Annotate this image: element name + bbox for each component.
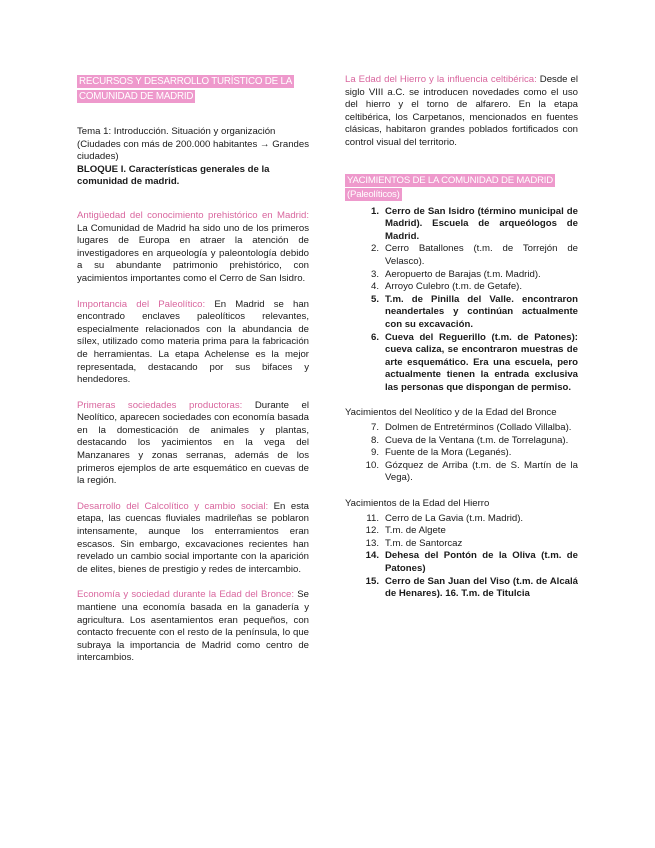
iron-sites-list — [345, 513, 578, 601]
list-item: 2. Cerro Batallones (t.m. de Torrejón de Velasco). — [370, 243, 578, 267]
right-column — [345, 74, 578, 614]
section-body: La Comunidad de Madrid ha sido uno de los primeros lugares de Europa en atraer la atención de investigadores en arqueología y paleontología debido a su abundante patrimonio prehistórico, con yacimientos importantes como el Cerro de San Isidro. — [77, 222, 309, 284]
list-item: 11. Cerro de La Gavia (t.m. Madrid). — [366, 512, 524, 524]
section-prehistoric-knowledge — [77, 210, 309, 286]
list-item: 10. Gózquez de Arriba (t.m. de S. Martín de la Vega). — [365, 459, 578, 484]
iron-sites-heading: Yacimientos de la Edad del Hierro — [345, 498, 490, 510]
topic-line: Tema 1: Introducción. Situación y organización (Ciudades con más de 200.000 habitantes → Grandes ciudades) — [77, 126, 309, 163]
list-item: 9. Fuente de la Mora (Leganés). — [370, 447, 512, 459]
list-item: 3. Aeropuerto de Barajas (t.m. Madrid). — [370, 268, 541, 280]
paleolithic-sites-list — [345, 206, 578, 395]
section-heading: Importancia del Paleolítico: — [77, 298, 206, 310]
list-item: 6. Cueva del Reguerillo (t.m. de Patones): cueva caliza, se encontraron muestras de arte esquemático. Era una escuela, pero actualmente tienen la entrada exclusiva las personas que dispongan de permiso. — [370, 331, 578, 393]
block-heading: BLOQUE I. Características generales de la comunidad de madrid. — [77, 163, 270, 188]
list-item: 7. Dolmen de Entretérminos (Collado Villalba). — [370, 422, 572, 434]
neolithic-sites-heading: Yacimientos del Neolítico y de la Edad del Bronce — [345, 407, 557, 419]
section-iron-age — [345, 74, 578, 150]
list-item: 13. T.m. de Santorcaz — [365, 537, 463, 549]
section-body: Durante el Neolítico, aparecen sociedades con economía basada en la domesticación de animales y plantas, destacando los yacimientos en la vega del Manzanares y zonas serranas, además de los primeros ejemplos de arte esquemático en cuevas de la región. — [77, 399, 309, 487]
list-item: 4. Arroyo Culebro (t.m. de Getafe). — [370, 281, 523, 293]
section-body: En esta etapa, las cuencas fluviales madrileñas se poblaron intensamente, aunque los enterramientos eran escasos. Sin embargo, excavaciones recientes han revelado un cambio social importante con la aparición de elites, bienes de prestigio y redes de intercambio. — [77, 500, 309, 575]
section-heading: La Edad del Hierro y la influencia celtibérica: — [345, 74, 537, 85]
document-title: RECURSOS Y DESARROLLO TURÍSTICO DE LA COMUNIDAD DE MADRID — [79, 76, 293, 102]
sites-heading: YACIMIENTOS DE LA COMUNIDAD DE MADRID (Paleolíticos) — [347, 174, 553, 200]
section-heading: Desarrollo del Calcolítico y cambio social: — [77, 500, 269, 512]
list-item: 15. Cerro de San Juan del Viso (t.m. de Alcalá de Henares). 16. T.m. de Titulcia — [365, 575, 578, 600]
section-neolithic — [77, 400, 309, 488]
section-heading: Primeras sociedades productoras: — [77, 399, 243, 411]
list-item: 12. T.m. de Algete — [365, 525, 446, 537]
section-heading: Antigüedad del conocimiento prehistórico en Madrid: — [77, 209, 309, 221]
left-column — [77, 74, 309, 678]
list-item: 5. T.m. de Pinilla del Valle. encontraron neandertales y continúan actualmente con su excavación. — [370, 293, 578, 330]
section-body: Desde el siglo VIII a.C. se introducen novedades como el uso del hierro y el torno de alfarero. En la etapa celtibérica, los Carpetanos, mencionados en fuentes clásicas, habitaron grandes poblados fortificados con control visual del territorio. — [345, 74, 578, 148]
section-paleolithic — [77, 299, 309, 387]
list-item: 14. Dehesa del Pontón de la Oliva (t.m. de Patones) — [365, 550, 578, 574]
section-body: En Madrid se han encontrado enclaves paleolíticos relevantes, especialmente relacionados con la abundancia de sílex, utilizado como materia prima para la fabricación de herramientas. La etapa Achelense es la mejor representada, destacando por sus bifaces y hendedores. — [77, 298, 309, 386]
list-item: 1. Cerro de San Isidro (término municipal de Madrid). Escuela de arqueólogos de Madrid. — [370, 205, 578, 242]
list-item: 8. Cueva de la Ventana (t.m. de Torrelaguna). — [370, 434, 569, 446]
section-body: Se mantiene una economía basada en la ganadería y agricultura. Los asentamientos eran pequeños, con contacto frecuente con el resto de la península, lo que subraya la importancia de Madrid como centro de intercambios. — [77, 589, 309, 664]
section-heading: Economía y sociedad durante la Edad del Bronce: — [77, 589, 295, 601]
section-chalcolithic — [77, 501, 309, 577]
neolithic-sites-list — [345, 422, 578, 485]
section-bronze-age — [77, 589, 309, 665]
